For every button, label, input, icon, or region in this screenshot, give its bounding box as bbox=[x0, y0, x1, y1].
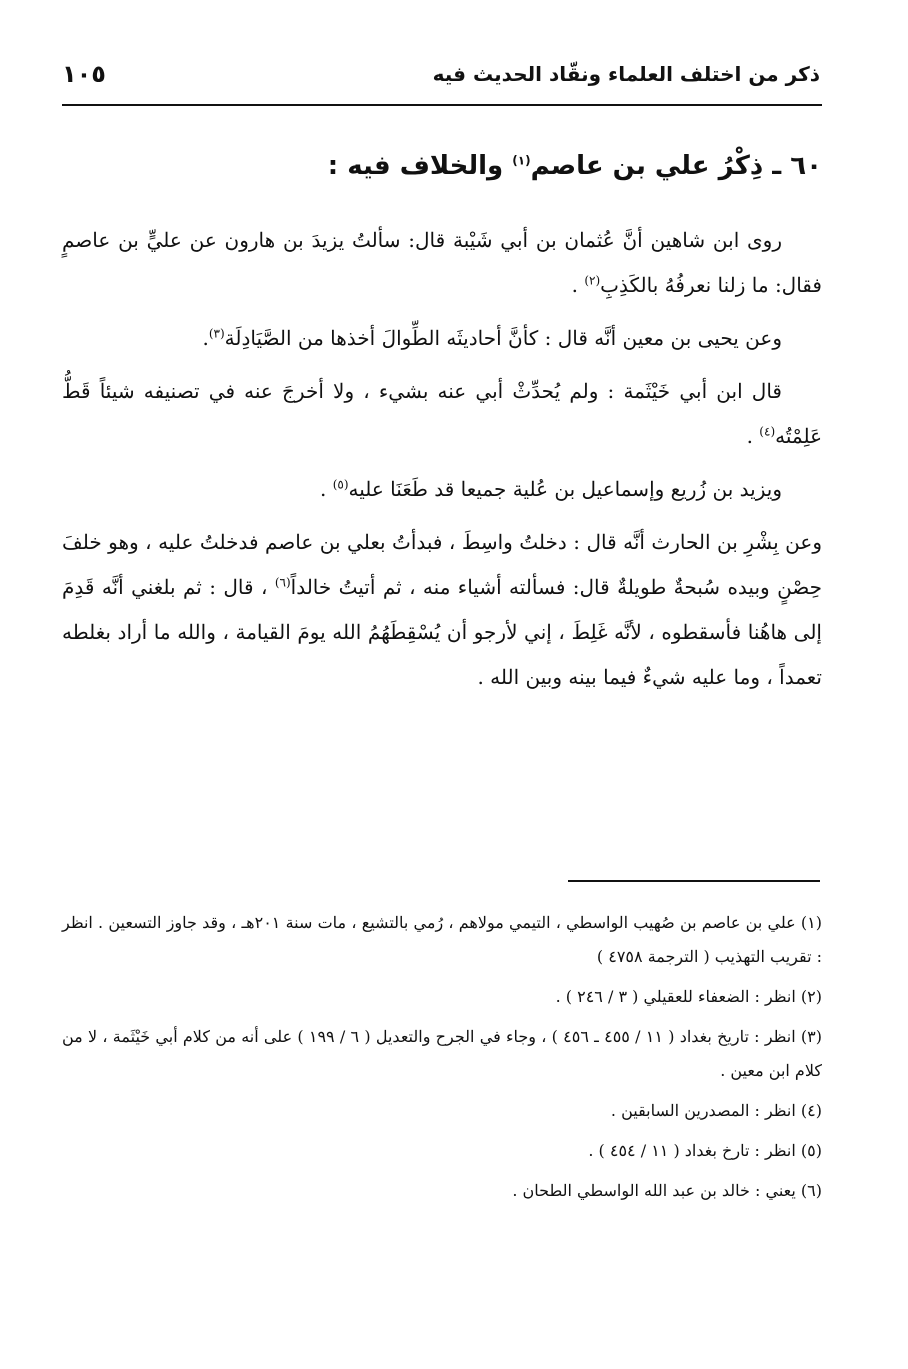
paragraph-text: وعن يحيى بن معين أنَّه قال : كأنَّ أحاديثَه الطِّوالَ أخذها من الصَّيَادِلَة bbox=[224, 326, 782, 350]
footnote-ref: (١) bbox=[512, 153, 531, 168]
header-divider bbox=[62, 104, 822, 106]
chapter-title-text: ٦٠ ـ ذِكْرُ علي بن عاصم bbox=[530, 151, 822, 181]
chapter-title bbox=[62, 144, 822, 188]
page-header bbox=[62, 62, 820, 98]
footnote bbox=[62, 906, 822, 974]
footnote-ref: (٢) bbox=[584, 273, 601, 288]
chapter-title-rest: والخلاف فيه : bbox=[327, 151, 513, 181]
running-title: ذكر من اختلف العلماء ونقّاد الحديث فيه bbox=[432, 62, 820, 86]
footnote-text: يعني : خالد بن عبد الله الواسطي الطحان . bbox=[512, 1181, 796, 1200]
paragraph-tail: . bbox=[571, 273, 585, 297]
footnote-divider bbox=[568, 880, 820, 882]
footnote-text: انظر : تاريخ بغداد ( ١١ / ٤٥٥ ـ ٤٥٦ ) ، وجاء في الجرح والتعديل ( ٦ / ١٩٩ ) على أنه من كلام أبي خَيْثَمة ، لا من كلام ابن معين . bbox=[62, 1027, 822, 1080]
footnote-text: انظر : المصدرين السابقين . bbox=[610, 1101, 796, 1120]
paragraph-text: وعن بِشْرِ بن الحارث أنَّه قال : دخلتُ واسِطَ ، فبدأتُ بعلي بن عاصم فدخلتُ عليه ، وهو خلفَ حِصْنٍ وبيده سُبحةٌ طويلةٌ قال: فسألته أشياء منه ، ثم أتيتُ خالداً bbox=[62, 530, 822, 599]
paragraph bbox=[62, 218, 822, 308]
footnote bbox=[62, 1134, 822, 1168]
paragraph bbox=[62, 520, 822, 700]
paragraph-tail: . bbox=[202, 326, 209, 350]
footnote bbox=[62, 980, 822, 1014]
paragraph-text: روى ابن شاهين أنَّ عُثمان بن أبي شَيْبة قال: سألتُ يزيدَ بن هارون عن عليٍّ بن عاصمٍ فقال: ما زلنا نعرفُهُ بالكَذِبِ bbox=[62, 228, 822, 297]
paragraph-text: قال ابن أبي خَيْثَمة : ولم يُحدِّثْ أبي عنه بشيء ، ولا أخرجَ عنه في تصنيفه شيئاً قَطُّ عَلِمْتُه bbox=[62, 379, 822, 448]
footnote bbox=[62, 1094, 822, 1128]
paragraph-tail: . bbox=[319, 477, 333, 501]
footnote-ref: (٥) bbox=[332, 477, 349, 492]
paragraph-tail: ، قال : ثم بلغني أنَّه قَدِمَ إلى هاهُنا فأسقطوه ، لأنَّه غَلِطَ ، إني لأرجو أن يُسْقِطَهُمُ الله يومَ القيامة ، والله ما أراد بغلطه تعمداً ، وما عليه شيءٌ فيما بينه وبين الله . bbox=[62, 575, 822, 689]
footnote-number: (٢) bbox=[800, 987, 822, 1006]
page-number: ١٠٥ bbox=[62, 60, 106, 88]
footnote-ref: (٦) bbox=[274, 575, 291, 590]
paragraph-tail: . bbox=[746, 424, 760, 448]
footnote-number: (٤) bbox=[800, 1101, 822, 1120]
footnote-ref: (٣) bbox=[208, 326, 225, 341]
paragraph bbox=[62, 316, 822, 361]
paragraph bbox=[62, 369, 822, 459]
paragraph-text: ويزيد بن زُريع وإسماعيل بن عُلية جميعا قد طَعَنَا عليه bbox=[348, 477, 782, 501]
footnote-text: علي بن عاصم بن صُهيب الواسطي ، التيمي مولاهم ، رُمي بالتشيع ، مات سنة ٢٠١هـ ، وقد جاوز التسعين . انظر : تقريب التهذيب ( الترجمة ٤٧٥٨ ) bbox=[62, 913, 822, 966]
footnote bbox=[62, 1020, 822, 1088]
footnote-number: (٥) bbox=[800, 1141, 822, 1160]
body-text bbox=[62, 218, 822, 708]
footnote bbox=[62, 1174, 822, 1208]
footnotes bbox=[62, 906, 822, 1214]
footnote-ref: (٤) bbox=[759, 424, 776, 439]
footnote-text: انظر : الضعفاء للعقيلي ( ٣ / ٢٤٦ ) . bbox=[555, 987, 796, 1006]
paragraph bbox=[62, 467, 822, 512]
footnote-number: (٣) bbox=[800, 1027, 823, 1046]
footnote-number: (٦) bbox=[800, 1181, 822, 1200]
footnote-text: انظر : تارخ بغداد ( ١١ / ٤٥٤ ) . bbox=[588, 1141, 796, 1160]
footnote-number: (١) bbox=[800, 913, 822, 932]
